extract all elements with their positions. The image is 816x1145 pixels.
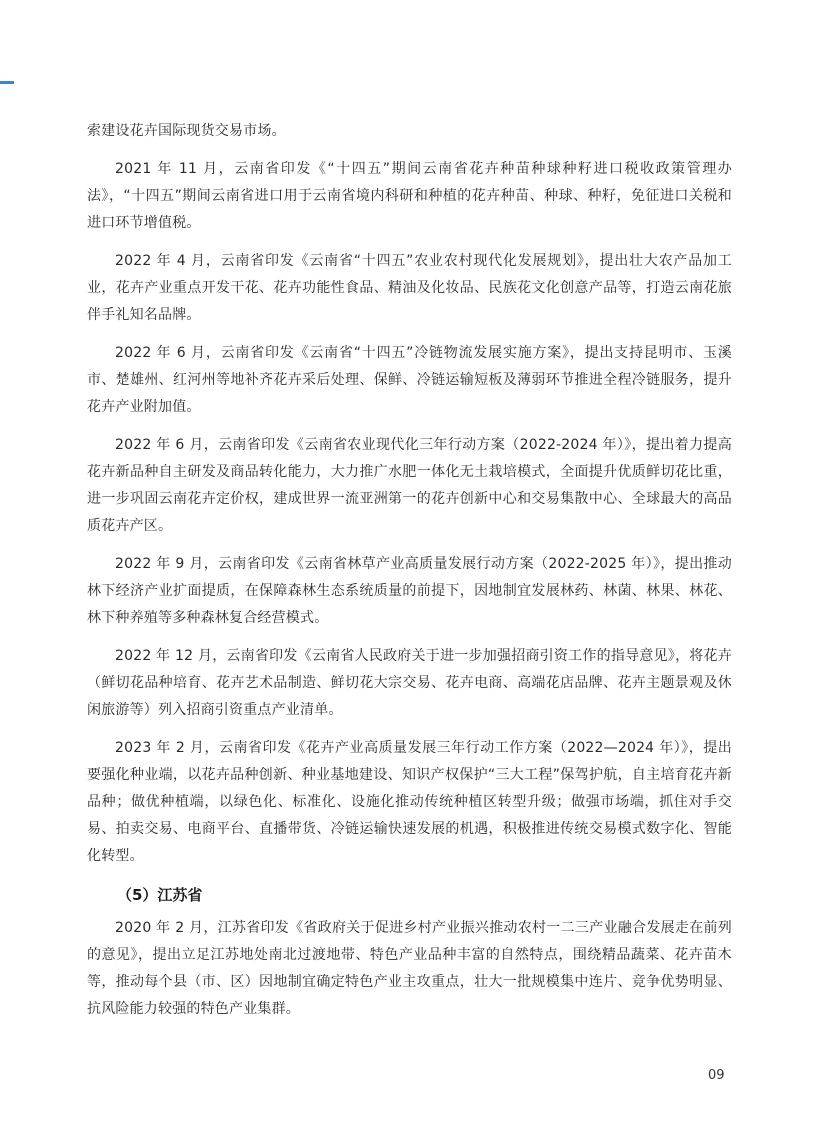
paragraph: 2022 年 9 月，云南省印发《云南省林草产业高质量发展行动方案（2022-2025 年）》，提出推动林下经济产业扩面提质，在保障森林生态系统质量的前提下，因地制宜发展林药、林菌、林果、林花、林下种养殖等多种森林复合经营模式。 (87, 556, 732, 626)
paragraph: 2022 年 4 月，云南省印发《云南省“十四五”农业农村现代化发展规划》，提出壮大农产品加工业，花卉产业重点开发干花、花卉功能性食品、精油及化妆品、民族花文化创意产品等，打造云南花旅伴手礼知名品牌。 (87, 253, 732, 323)
page-number: 09 (708, 1068, 725, 1083)
paragraph-group-jiangsu (87, 915, 732, 1023)
paragraph: 2021 年 11 月，云南省印发《“十四五”期间云南省花卉种苗种球种籽进口税收政策管理办法》，“十四五”期间云南省进口用于云南省境内科研和种植的花卉种苗、种球、种籽，免征进口关税和进口环节增值税。 (87, 161, 732, 231)
header-accent-bar (0, 81, 14, 84)
document-body (87, 118, 732, 1034)
paragraph: 2020 年 2 月，江苏省印发《省政府关于促进乡村产业振兴推动农村一二三产业融合发展走在前列的意见》，提出立足江苏地处南北过渡地带、特色产业品种丰富的自然特点，围绕精品蔬菜、花卉苗木等，推动每个县（市、区）因地制宜确定特色产业主攻重点，壮大一批规模集中连片、竞争优势明显、抗风险能力较强的特色产业集群。 (87, 920, 732, 1017)
paragraph: 2023 年 2 月，云南省印发《花卉产业高质量发展三年行动工作方案（2022—2024 年）》，提出要强化种业端，以花卉品种创新、种业基地建设、知识产权保护“三大工程”保驾护航，自主培育花卉新品种；做优种植端，以绿色化、标准化、设施化推动传统种植区转型升级；做强市场端，抓住对手交易、拍卖交易、电商平台、直播带货、冷链运输快速发展的机遇，积极推进传统交易模式数字化、智能化转型。 (87, 740, 732, 864)
section-heading: （5）江苏省 (117, 886, 203, 904)
paragraph-group-yunnan (87, 118, 732, 870)
paragraph: 2022 年 6 月，云南省印发《云南省“十四五”冷链物流发展实施方案》，提出支持昆明市、玉溪市、楚雄州、红河州等地补齐花卉采后处理、保鲜、冷链运输短板及薄弱环节推进全程冷链服务，提升花卉产业附加值。 (87, 345, 732, 415)
paragraph: 2022 年 12 月，云南省印发《云南省人民政府关于进一步加强招商引资工作的指导意见》，将花卉（鲜切花品种培育、花卉艺术品制造、鲜切花大宗交易、花卉电商、高端花店品牌、花卉主题景观及休闲旅游等）列入招商引资重点产业清单。 (87, 648, 732, 718)
paragraph: 2022 年 6 月，云南省印发《云南省农业现代化三年行动方案（2022-2024 年）》，提出着力提高花卉新品种自主研发及商品转化能力，大力推广水肥一体化无土栽培模式，全面提升优质鲜切花比重，进一步巩固云南花卉定价权，建成世界一流亚洲第一的花卉创新中心和交易集散中心、全球最大的高品质花卉产区。 (87, 437, 732, 534)
paragraph: 索建设花卉国际现货交易市场。 (87, 123, 286, 139)
